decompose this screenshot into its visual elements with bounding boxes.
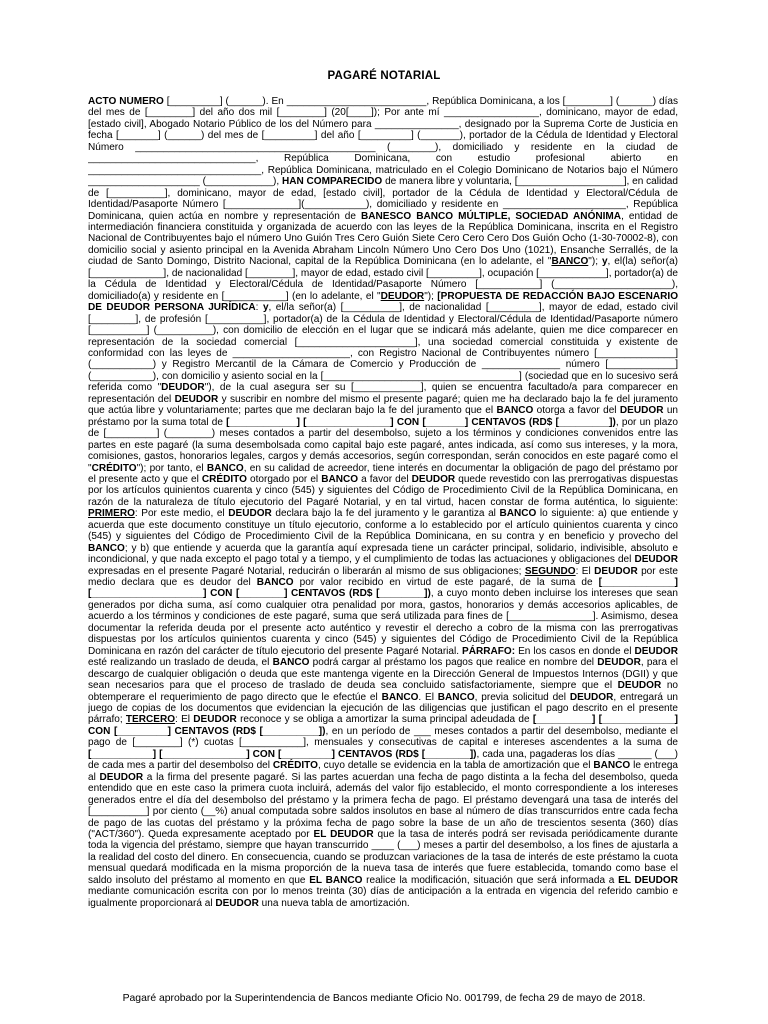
body-text: no obtemperare el requerimiento de pago directo que le efectúe el: [88, 680, 678, 703]
bold-text: BANCO: [88, 542, 125, 554]
bold-text: DEUDOR: [228, 508, 272, 520]
body-text: y suscribir en nombre del mismo el presente pagaré; quien me ha declarado bajo la fe del juramento que actúa libre y voluntariamente; partes que me declaran bajo la fe del juramento que el: [88, 393, 678, 417]
body-text: ");: [424, 290, 438, 302]
body-text: En los casos en donde el: [515, 645, 635, 657]
bold-text: y: [262, 302, 269, 314]
body-text: podrá cargar al préstamo los pagos que realice en nombre del: [309, 657, 598, 669]
body-text: declara bajo la fe del juramento y le garantiza al: [271, 508, 500, 520]
body-text: , en su calidad de acreedor, tiene interés en documentar la obligación de pago del préstamo por el presente acto y que el: [88, 462, 678, 485]
body-text: una nueva tabla de amortización.: [258, 897, 410, 909]
bold-text: PÁRRAFO:: [462, 645, 516, 657]
bold-text: y: [601, 256, 608, 268]
bold-text: BANCO: [321, 473, 359, 485]
defined-term: SEGUNDO: [524, 565, 576, 577]
bold-text: DEUDOR: [617, 680, 662, 692]
body-text: esté realizando un traslado de deuda, el: [88, 657, 273, 669]
bold-text: [PROPUESTA DE REDACCIÓN BAJO ESCENARIO DE DEUDOR PERSONA JURÍDICA: [88, 290, 678, 314]
body-text: de manera libre y voluntaria, [___________________], en calidad de [__________], dominicano, mayor de edad, [estado civil], portador de la Cédula de Identidad y Electoral/Cédula de Identidad/Pasaporte Número [_____________](___________), domiciliado y residente en ______________________, República Dominicana, quien actúa en nombre y representación de: [88, 176, 678, 222]
bold-text: BANCO: [437, 691, 475, 703]
body-text: expresadas en el presente Pagaré Notarial, reducirán o liberarán al mismo de sus obligaciones;: [88, 565, 525, 577]
bold-text: EL DEUDOR: [618, 874, 678, 886]
body-paragraph: [88, 96, 678, 909]
body-text: , el(la) señor(a) [_____________], de nacionalidad [________], mayor de edad, estado civil [_________], ocupación [____________], portador(a) de la Cédula de Identidad y Electoral/Cédula de Identidad/Pasaporte Número [___________] (_____________________), domiciliado(a) y residente en [___________] (en lo adelante, el ": [88, 256, 678, 302]
body-text: , por un plazo de [_________] (________) meses contados a partir del desembolso, sujeto a los términos y condiciones convenidos entre las partes en este pagaré (la suma desembolsada como capital bajo este pagaré, antes indicada, así como sus intereses, y la mora, comisiones, gastos, honorarios legales, cargos y demás accesorios, según correspondan, serán conocidos en este pagaré como el ": [88, 416, 678, 474]
bold-text: CRÉDITO: [201, 473, 247, 485]
bold-text: DEUDOR: [594, 565, 638, 577]
bold-text: BANCO: [381, 691, 419, 703]
body-text: lo siguiente: a) que entiende y acuerda que este documento constituye un título ejecutorio, conforme a lo establecido por el artículo quinientos cuarenta y cinco (545) y siguientes del Código de Procedimiento Civil de la República Dominicana, en su contra y en beneficio y provecho del: [88, 508, 678, 543]
body-text: : El: [175, 714, 194, 726]
body-text: un préstamo por la suma total de: [88, 405, 678, 428]
bold-text: BANCO: [206, 462, 244, 474]
bold-text: HAN COMPARECIDO: [281, 176, 383, 188]
body-text: , el/la señor(a) [__________], de nacionalidad [_________], mayor de edad, estado civil [________], de profesión [__________], portador(a) de la Cédula de Identidad y Electoral/Cédula de Identidad/Pasaporte número [__________] (__________), con domicilio de elección en el lugar que se indicará más adelante, quien me dice comparecer en representación de la sociedad comercial [_____________________], una sociedad comercial constituida y existente de conformidad con las leyes de _____________________, con Registro Nacional de Contribuyentes número [______________] (___________) y Registro Mercantil de la Cámara de Comercio y Producción de ______________ número [____________] (___________), con domicilio y asiento social en la [___________________________________] (sociedad que en lo sucesivo será referida como ": [88, 302, 678, 394]
bold-text: CRÉDITO: [91, 462, 137, 474]
body-text: reconoce y se obliga a amortizar la suma principal adeudada de: [236, 714, 533, 726]
body-text: por valor recibido en virtud de este pagaré, de la suma de: [293, 577, 599, 589]
bold-text: BANCO: [272, 657, 310, 669]
body-text: , cada una, pagaderas los días ______ (___) de cada mes a partir del desembolso del: [88, 748, 678, 772]
bold-text: DEUDOR: [569, 691, 614, 703]
bold-text: DEUDOR: [411, 473, 456, 485]
bold-text: DEUDOR: [597, 657, 641, 669]
body-text: [_________] (______). En: [163, 96, 287, 107]
bold-text: DEUDOR: [634, 554, 678, 566]
bold-text: BANCO: [499, 508, 537, 520]
body-text: , entregará un juego de copias de los documentos que evidencian la ejecución de las diligencias que justifican el pago descrito en el presente párrafo;: [88, 691, 678, 726]
body-text: , en un período de ___ meses contados a partir del desembolso, mediante el pago de [________] (*) cuotas [___________], mensuales y consecutivas de capital e intereses ascendentes a la suma de: [88, 725, 678, 749]
body-text: : Por este medio, el: [134, 508, 229, 520]
defined-term: DEUDOR: [380, 290, 425, 302]
defined-term: TERCERO: [125, 714, 176, 726]
body-text: le entrega al: [88, 760, 678, 783]
body-text: _________________________, República Dominicana, a los [________] (______) días del mes de [________] del año dos mil [________] (20[____]); Por ante mí _________________, dominicano, mayor de edad, [estado civil], Abogado Notario Público de los del Número para _______________, designado por la Suprema Corte de Justicia en fecha [_______] (______) del mes de [_________] del año [_________] (_______), portador de la Cédula de Identidad y Electoral Número ___________________________________________ (________), domiciliado y residente en la ciudad de ______________________________, República Dominicana, con estudio profesional abierto en _______________________________, República Dominicana, matriculado en el Colegio Dominicano de Notarios bajo el Número ____________________ (____________),: [88, 96, 678, 188]
body-text: otorga a favor del: [533, 405, 620, 417]
body-text: quede revestido con las prerrogativas dispuestas por los artículos quinientos cuarenta y cinco (545) y siguientes del Código de Procedimiento Civil de la República Dominicana, en razón de la naturaleza de título ejecutorio del Pagaré Notarial, y en tal virtud, hacen constar de forma auténtica, lo siguiente:: [88, 473, 678, 508]
bold-text: DEUDOR: [634, 645, 678, 657]
body-text: por este medio declara que es deudor del: [88, 565, 678, 589]
body-text: otorgado por el: [246, 473, 322, 485]
bold-text: BANCO: [593, 760, 631, 772]
bold-text: DEUDOR: [161, 382, 205, 394]
document-title: PAGARÉ NOTARIAL: [327, 70, 441, 82]
bold-text: BANCO: [256, 577, 294, 589]
bold-text: DEUDOR: [215, 897, 259, 909]
bold-text: DEUDOR: [193, 714, 237, 726]
defined-term: PRIMERO: [88, 508, 135, 520]
bold-text: EL BANCO: [309, 874, 363, 886]
bold-text: CRÉDITO: [272, 760, 318, 772]
bold-text: BANCO: [496, 405, 534, 417]
footer-note: Pagaré aprobado por la Superintendencia de Bancos mediante Oficio No. 001799, de fecha 29 de mayo de 2018.: [122, 993, 646, 1004]
bold-text: [_____________] [____________________] CON [________] CENTAVOS (RD$ [________]): [88, 577, 678, 600]
body-text: a favor del: [358, 473, 412, 485]
body-text: : El: [575, 565, 595, 577]
bold-text: DEUDOR: [99, 771, 144, 783]
body-text: . El: [418, 691, 438, 703]
body-text: a la firma del presente pagaré. Si las partes acuerdan una fecha de pago distinta a la fecha del desembolso, queda entendido que en este caso la primera cuota incluirá, además del valor fijo establecido, el monto correspondiente a los intereses generados entre el día del desembolso del préstamo y la primera fecha de pago. El préstamo devengará una tasa de interés del [__________] por ciento (__%) anual computada sobre saldos insolutos en base al número de días transcurridos entre cada fecha de pago de las cuotas del préstamo y la próxima fecha de pago sobre la base de un año de trescientos sesenta (360) días ("ACT/360"). Queda expresamente aceptado por: [88, 771, 678, 840]
bold-text: EL DEUDOR: [313, 829, 374, 840]
bold-text: DEUDOR: [619, 405, 664, 417]
bold-text: BANESCO BANCO MÚLTIPLE, SOCIEDAD ANÓNIMA: [361, 210, 622, 222]
body-text: mediante comunicación escrita con por lo menos treinta (30) días de anticipación a la entrada en vigencia del referido cambio e igualmente proporcionará al: [88, 886, 678, 909]
body-text: realice la modificación, situación que será informada a: [362, 874, 619, 886]
body-text: que la tasa de interés podrá ser revisada periódicamente durante toda la vigencia del préstamo, siempre que hayan transcurrido ____ (___) meses a partir del desembolso, a los fines de ajustarla a la realidad del costo del dinero. En consecuencia, cuando se produzcan variaciones de la tasa de interés de este préstamo la cuota mensual quedará modificada en la misma proporción de la nueva tasa de interés que fuere establecida, tomando como base el saldo insoluto del préstamo al momento en que: [88, 829, 678, 886]
body-text: "); por tanto, el: [136, 462, 207, 474]
bold-text: ACTO NÚMERO: [88, 96, 164, 107]
defined-term: BANCO: [551, 256, 589, 268]
bold-text: [___________] [_______________] CON [_________] CENTAVOS (RD$ [________]): [88, 748, 477, 760]
body-text: ; y b) que entiende y acuerda que la garantía aquí expresada tiene un carácter principal, solidario, indivisible, absoluto e incondicional, y que nada excepto el pago total y a tiempo, y el cumplimiento de todas las actuaciones y obligaciones del: [88, 542, 678, 566]
body-text: :: [255, 302, 263, 314]
body-text: , a cuyo monto deben incluirse los intereses que sean generados por dicha suma, así como cualquier otra penalidad por mora, gastos, honorarios y demás accesorios aplicables, de acuerdo a los términos y condiciones de este pagaré, suma que será utilizada para fines de [_______________]. Asimismo, desea documentar la referida deuda por el presente acto auténtico y revestir el derecho a cobro de la misma con las prerrogativas dispuestas por los artículos quinientos cuarenta y cinco (545) y siguientes del Código de Procedimiento Civil de la República Dominicana en razón del carácter de título ejecutorio del presente Pagaré Notarial.: [88, 588, 678, 657]
body-text: , cuyo detalle se evidencia en la tabla de amortización que el: [317, 760, 594, 772]
bold-text: [____________] [_______________] CON [_______] CENTAVOS (RD$ [_________]): [226, 416, 616, 428]
body-text: "), de la cual asegura ser su [____________], quien se encuentra facultado/a para comparecer en representación del: [88, 382, 678, 405]
bold-text: DEUDOR: [174, 393, 219, 405]
document-body: [88, 96, 678, 966]
body-text: ");: [588, 256, 602, 268]
body-text: , para el descargo de cualquier obligación o deuda que este mantenga vigente en la Dirección General de Impuestos Internos (DGII) y que sean necesarios para que el proceso de traslado de deuda sea concluido satisfactoriamente, siempre que el: [88, 657, 678, 692]
bold-text: [__________] [_____________] CON [_________] CENTAVOS (RD$ [__________]): [88, 714, 678, 737]
body-text: , previa solicitud del: [474, 691, 570, 703]
body-text: , entidad de intermediación financiera constituida y organizada de acuerdo con las leyes de la República Dominicana, inscrita en el Registro Nacional de Contribuyentes bajo el número Uno Guión Tres Cero Guión Siete Cero Cero Cero Dos Guión Ocho (1-30-70002-8), con domicilio social y asiento principal en la Avenida Abraham Lincoln Número Uno Cero Dos Uno (1021), Ensanche Serrallés, de la ciudad de Santo Domingo, Distrito Nacional, capital de la República Dominicana (en lo adelante, el ": [88, 210, 678, 268]
